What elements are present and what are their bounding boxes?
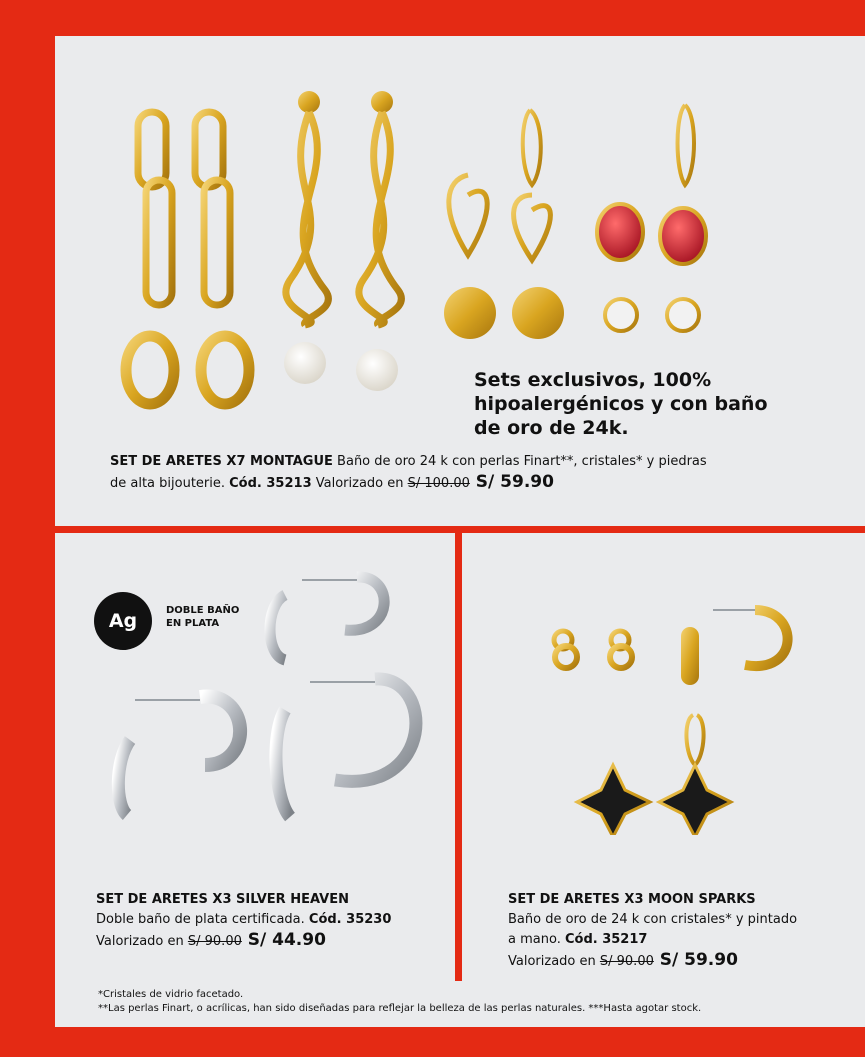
silver-heaven-name: SET DE ARETES X3 SILVER HEAVEN [96, 892, 349, 907]
badge-line-1: DOBLE BAÑO [166, 605, 240, 616]
moon-sparks-price: S/ 59.90 [653, 950, 738, 970]
silver-heaven-price: S/ 44.90 [241, 930, 326, 950]
headline [474, 368, 804, 440]
silver-heaven-old-price: S/ 90.00 [187, 934, 242, 949]
headline-line-1: Sets exclusivos, 100% [474, 369, 712, 391]
moon-sparks-description [508, 890, 797, 972]
headline-line-2: hipoalergénicos y con baño [474, 393, 768, 415]
montague-name: SET DE ARETES X7 MONTAGUE [110, 454, 333, 469]
silver-heaven-code: Cód. 35230 [308, 912, 392, 927]
silver-heaven-valor-label: Valorizado en [96, 934, 188, 949]
montague-desc-2: de alta bijouterie. [110, 476, 230, 491]
moon-sparks-name: SET DE ARETES X3 MOON SPARKS [508, 892, 756, 907]
montague-old-price: S/ 100.00 [407, 476, 470, 491]
moon-sparks-earrings-image [545, 605, 805, 835]
silver-heaven-earrings-image [105, 565, 435, 835]
montague-price: S/ 59.90 [469, 472, 554, 492]
moon-sparks-old-price: S/ 90.00 [599, 954, 654, 969]
silver-heaven-description [96, 890, 391, 952]
moon-sparks-desc-2: a mano. [508, 932, 565, 947]
footnote-pearls: **Las perlas Finart, o acrílicas, han sido diseñadas para reflejar la belleza de las perlas naturales. ***Hasta agotar stock. [98, 1003, 702, 1014]
moon-sparks-valor-label: Valorizado en [508, 954, 600, 969]
montague-desc-1: Baño de oro 24 k con perlas Finart**, cristales* y piedras [332, 454, 707, 469]
moon-sparks-code: Cód. 35217 [564, 932, 648, 947]
montague-description [110, 452, 707, 494]
headline-line-3: de oro de 24k. [474, 417, 629, 439]
montague-valor-label: Valorizado en [311, 476, 408, 491]
montague-code: Cód. 35213 [229, 476, 312, 491]
footnote-crystals: *Cristales de vidrio facetado. [98, 989, 244, 1000]
moon-sparks-desc-1: Baño de oro de 24 k con cristales* y pintado [508, 912, 798, 927]
badge-symbol: Ag [108, 610, 138, 632]
silver-heaven-desc-1: Doble baño de plata certificada. [96, 912, 309, 927]
badge-line-2: EN PLATA [166, 618, 220, 629]
